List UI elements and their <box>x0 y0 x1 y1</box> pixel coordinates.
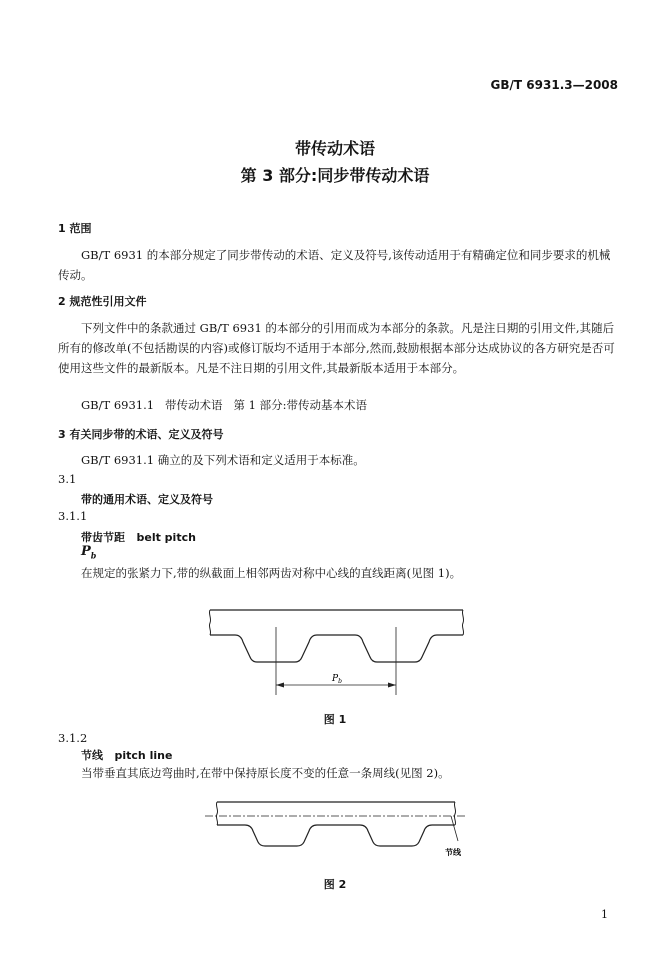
figure-2-caption: 图 2 <box>323 878 347 891</box>
section-1-heading: 1 范围 <box>58 222 92 235</box>
section-3-heading: 3 有关同步带的术语、定义及符号 <box>58 428 224 441</box>
section-2-reference: GB/T 6931.1 带传动术语 第 1 部分:带传动基本术语 <box>81 398 368 412</box>
section-1-text: GB/T 6931 的本部分规定了同步带传动的术语、定义及符号,该传动适用于有精确定位和同步要求的机械传动。 <box>58 248 611 282</box>
figure-2-leader-label: 节线 <box>445 847 461 857</box>
clause-3-1-2-definition: 当带垂直其底边弯曲时,在带中保持原长度不变的任意一条周线(见图 2)。 <box>81 766 450 780</box>
section-2-heading: 2 规范性引用文件 <box>58 295 147 308</box>
clause-3-1-title: 带的通用术语、定义及符号 <box>81 493 213 506</box>
standard-number: GB/T 6931.3—2008 <box>490 78 618 92</box>
page-number: 1 <box>601 908 608 921</box>
clause-3-1-1-term: 带齿节距 belt pitch <box>81 531 196 544</box>
clause-3-1-2-term: 节线 pitch line <box>81 749 173 762</box>
document-title: 带传动术语 <box>294 139 375 158</box>
section-3-text: GB/T 6931.1 确立的及下列术语和定义适用于本标准。 <box>81 453 365 467</box>
clause-3-1-2-number: 3.1.2 <box>58 731 88 745</box>
figure-1-dim-label: $P_b$ <box>332 674 342 685</box>
document-subtitle: 第 3 部分:同步带传动术语 <box>240 166 430 185</box>
clause-3-1-1-number: 3.1.1 <box>58 509 88 523</box>
clause-3-1-1-symbol: $P_b$ <box>81 544 97 561</box>
section-2-text: 下列文件中的条款通过 GB/T 6931 的本部分的引用而成为本部分的条款。凡是注日期的引用文件,其随后所有的修改单(不包括勘误的内容)或修订版均不适用于本部分,然而,鼓励根据本部分达成协议的各方研究是否可使用这些文件的最新版本。凡是不注日期的引用文件,其最新版本适用于本部分。 <box>58 321 615 375</box>
figure-2-pitch-line-diagram <box>205 797 470 867</box>
clause-3-1-number: 3.1 <box>58 472 77 486</box>
figure-1-caption: 图 1 <box>323 713 347 726</box>
clause-3-1-1-definition: 在规定的张紧力下,带的纵截面上相邻两齿对称中心线的直线距离(见图 1)。 <box>81 566 462 580</box>
figure-1-belt-pitch-diagram <box>205 602 470 702</box>
